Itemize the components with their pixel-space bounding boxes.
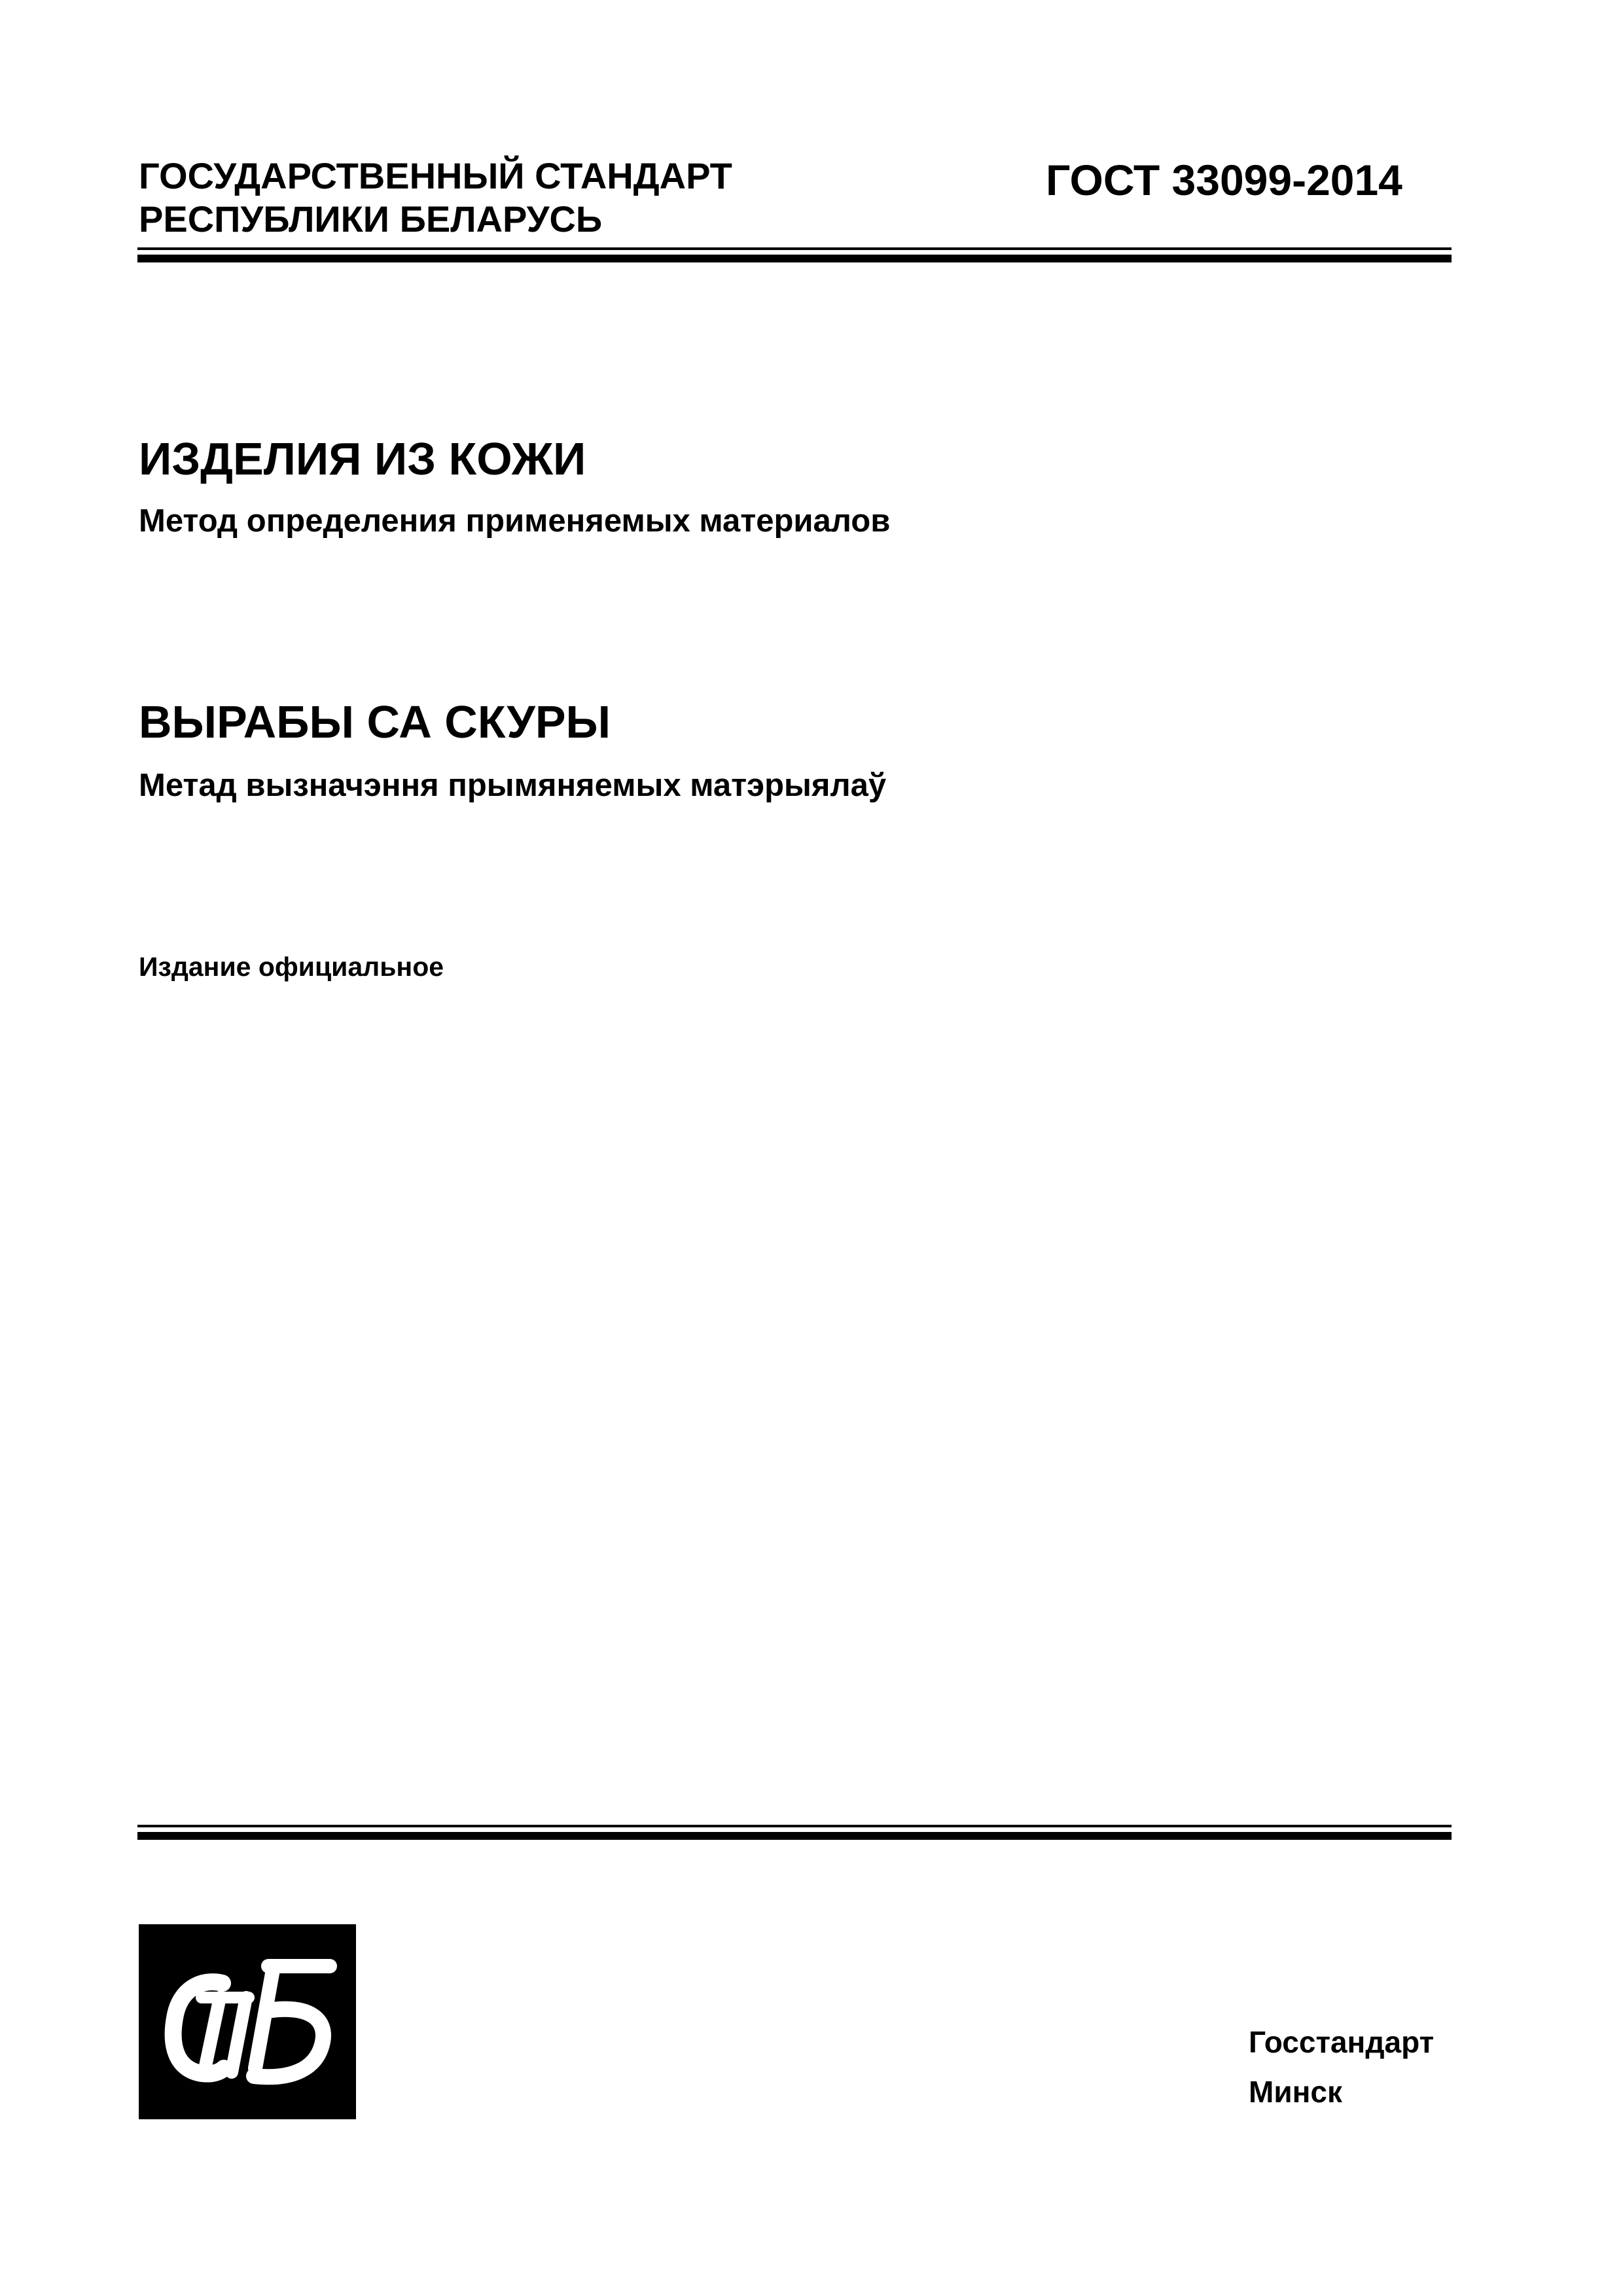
header-line-2: РЕСПУБЛИКИ БЕЛАРУСЬ xyxy=(139,198,603,240)
bottom-divider xyxy=(137,1825,1452,1840)
standard-designation: ГОСТ 33099-2014 xyxy=(1046,156,1402,204)
publisher-name: Госстандарт xyxy=(1249,2025,1435,2059)
stb-logo-icon xyxy=(139,1924,356,2119)
title-russian: ИЗДЕЛИЯ ИЗ КОЖИ xyxy=(139,433,586,484)
standard-header xyxy=(139,154,732,241)
top-divider xyxy=(137,247,1452,262)
edition-note: Издание официальное xyxy=(139,952,444,982)
subtitle-russian: Метод определения применяемых материалов xyxy=(139,503,891,539)
title-belarusian: ВЫРАБЫ СА СКУРЫ xyxy=(139,696,611,747)
header-line-1: ГОСУДАРСТВЕННЫЙ СТАНДАРТ xyxy=(139,155,732,196)
publisher-city: Минск xyxy=(1249,2075,1342,2109)
subtitle-belarusian: Метад вызначэння прымяняемых матэрыялаў xyxy=(139,768,887,803)
